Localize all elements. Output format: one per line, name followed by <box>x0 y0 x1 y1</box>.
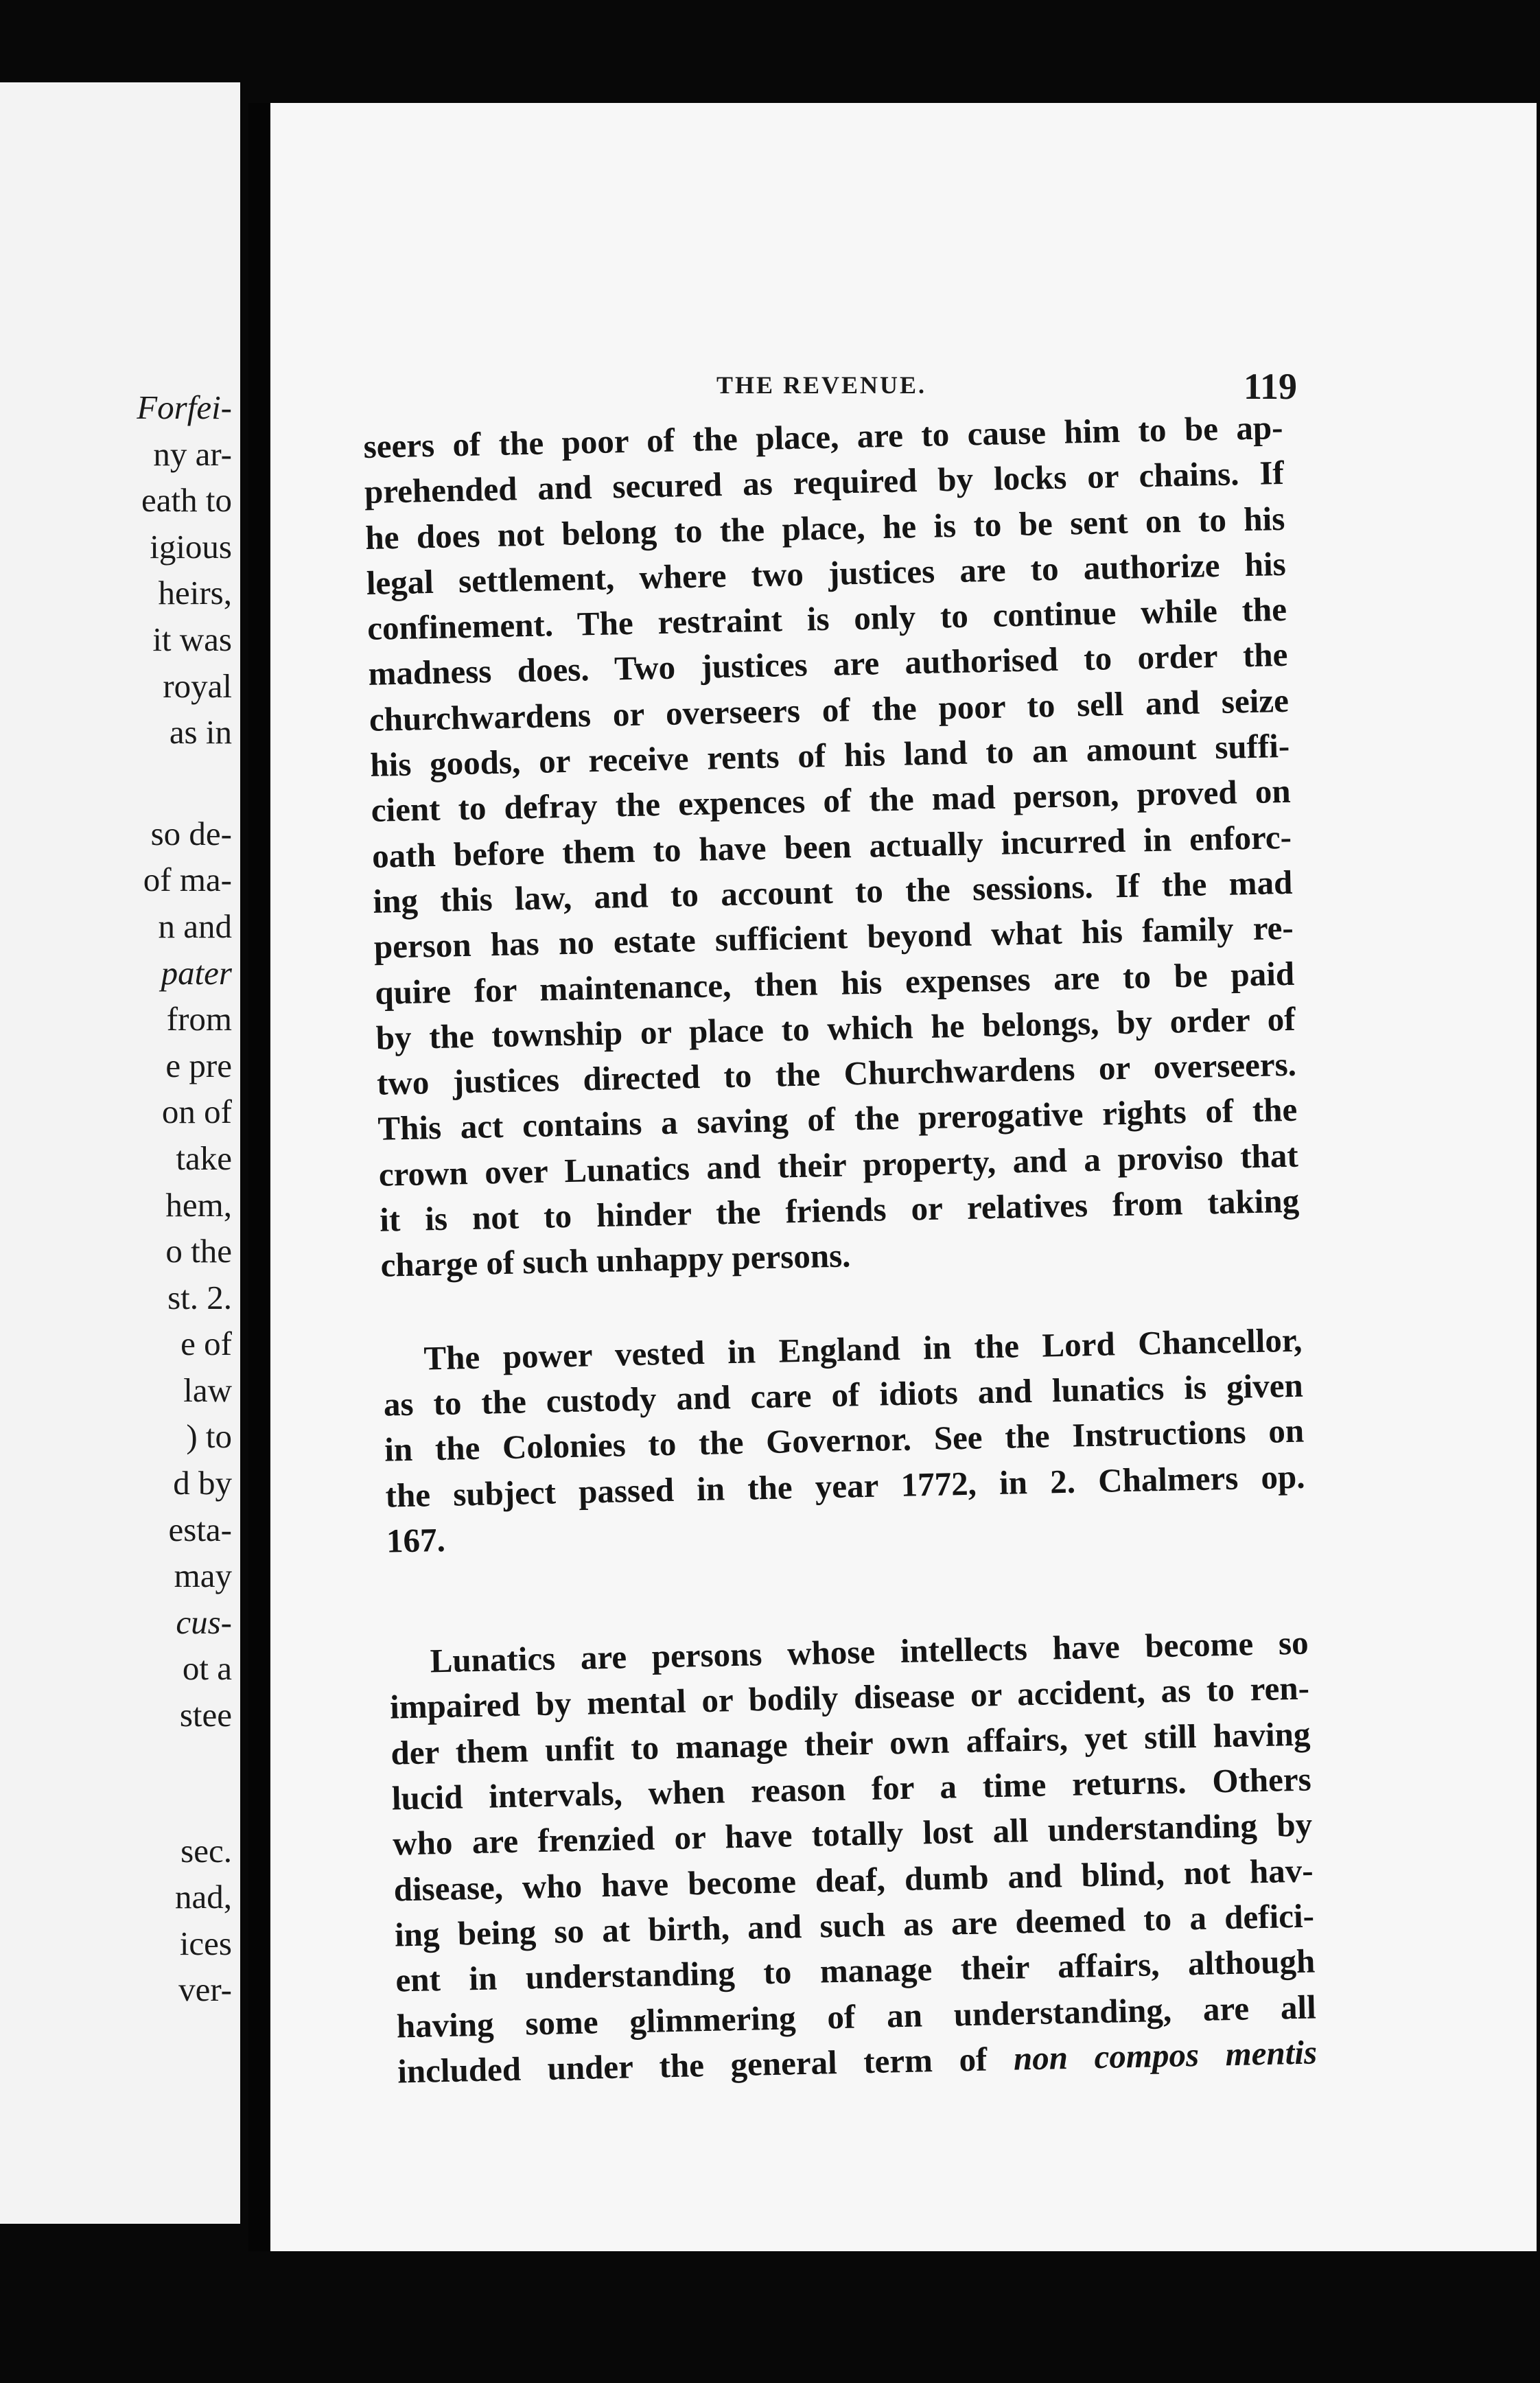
paragraph-1 <box>363 405 1300 1288</box>
left-fragment: so de- <box>150 814 232 852</box>
left-page <box>0 82 240 2224</box>
text-line: his goods, or receive rents of his land to an amount suffi- <box>369 726 1290 784</box>
text-line: seers of the poor of the place, are to cause him to be ap- <box>363 408 1283 465</box>
left-page-text-fragments <box>137 384 232 2013</box>
left-fragment: e pre <box>165 1046 232 1084</box>
text-line: legal settlement, where two justices are to authorize his <box>366 544 1287 602</box>
right-page <box>270 103 1537 2251</box>
left-fragment: it was <box>152 620 232 658</box>
text-line: lucid intervals, when reason for a time returns. Others <box>391 1760 1312 1817</box>
text-line: in the Colonies to the Governor. See the Instructions on <box>384 1411 1305 1469</box>
text-line-prefix: included under the general term of <box>397 2040 988 2091</box>
text-line: ing being so at birth, and such as are deemed to a defici- <box>394 1896 1315 1954</box>
text-line: madness does. Two justices are authorised to order the <box>368 636 1288 693</box>
paragraph-3 <box>388 1620 1318 2095</box>
paragraph-2 <box>382 1317 1307 1564</box>
left-fragment: hem, <box>165 1185 232 1224</box>
left-fragment: igious <box>150 527 232 566</box>
left-fragment: eath to <box>141 481 232 520</box>
text-line: charge of such unhappy persons. <box>380 1236 851 1285</box>
text-line: This act contains a saving of the prerogative rights of the <box>377 1091 1298 1148</box>
left-fragment: st. 2. <box>167 1278 232 1316</box>
text-line: disease, who have become deaf, dumb and blind, not hav- <box>393 1851 1314 1909</box>
text-line: The power vested in England in the Lord Chancellor, <box>423 1321 1303 1378</box>
left-fragment: d by <box>173 1464 232 1502</box>
page-number: 119 <box>1244 366 1298 407</box>
left-fragment: take <box>176 1139 232 1177</box>
left-fragment: heirs, <box>158 574 232 612</box>
text-line: oath before them to have been actually incurred in enforc- <box>371 817 1292 875</box>
left-fragment: ) to <box>186 1417 232 1456</box>
text-line: it is not to hinder the friends or relatives from taking <box>379 1181 1300 1239</box>
text-line: two justices directed to the Churchwardens or overseers. <box>376 1045 1297 1102</box>
left-fragment: sec. <box>180 1831 232 1870</box>
left-fragment: stee <box>179 1696 232 1734</box>
text-line: the subject passed in the year 1772, in 2. Chalmers op. <box>385 1457 1305 1515</box>
left-fragment: of ma- <box>143 861 232 899</box>
left-fragment: may <box>174 1557 232 1595</box>
text-line: Lunatics are persons whose intellects have become so <box>430 1623 1309 1680</box>
left-fragment: Forfei- <box>137 388 232 426</box>
left-fragment: ices <box>179 1924 232 1962</box>
text-line: impaired by mental or bodily disease or accident, as to ren- <box>389 1669 1310 1727</box>
left-fragment: n and <box>158 907 232 945</box>
left-fragment: from <box>166 1000 232 1038</box>
left-fragment: nad, <box>175 1878 232 1916</box>
text-line: who are frenzied or have totally lost all understanding by <box>392 1805 1313 1863</box>
text-line: having some glimmering of an understanding, are all <box>396 1987 1317 2045</box>
text-line: prehended and secured as required by locks or chains. If <box>364 454 1285 511</box>
text-line: quire for maintenance, then his expenses are to be paid <box>374 954 1295 1012</box>
text-line: crown over Lunatics and their property, and a proviso that <box>378 1136 1299 1194</box>
left-fragment: e of <box>180 1325 232 1363</box>
text-line: he does not belong to the place, he is to be sent on to his <box>364 499 1285 557</box>
text-line: person has no estate sufficient beyond what his family re- <box>373 909 1294 966</box>
left-fragment: o the <box>165 1232 232 1270</box>
left-fragment: as in <box>169 713 232 752</box>
left-fragment: law <box>183 1371 232 1409</box>
book-spine-gutter <box>248 103 270 2251</box>
text-line: ing this law, and to account to the sessions. If the mad <box>372 863 1293 920</box>
body-text <box>363 405 1318 2095</box>
text-line: cient to defray the expences of the mad person, proved on <box>371 772 1292 830</box>
left-fragment: royal <box>163 666 232 705</box>
left-fragment: pater <box>161 953 232 992</box>
text-line: by the township or place to which he belongs, by order of <box>375 999 1296 1057</box>
left-fragment: ny ar- <box>153 434 232 473</box>
running-head: THE REVENUE. <box>716 371 927 399</box>
text-line: der them unfit to manage their own affairs, yet still having <box>390 1714 1311 1772</box>
text-line: as to the custody and care of idiots and lunatics is given <box>383 1366 1304 1423</box>
left-fragment: ot a <box>182 1649 232 1688</box>
text-line: confinement. The restraint is only to continue while the <box>366 590 1287 648</box>
text-line: ent in understanding to manage their affairs, although <box>395 1942 1316 1999</box>
text-line: 167. <box>386 1520 446 1560</box>
left-fragment: cus- <box>176 1603 232 1641</box>
left-fragment: ver- <box>178 1971 232 2009</box>
left-fragment: on of <box>161 1093 232 1131</box>
left-fragment: esta- <box>168 1510 232 1548</box>
text-line: churchwardens or overseers of the poor to sell and seize <box>369 681 1290 739</box>
latin-term: non compos mentis <box>1013 2033 1318 2078</box>
